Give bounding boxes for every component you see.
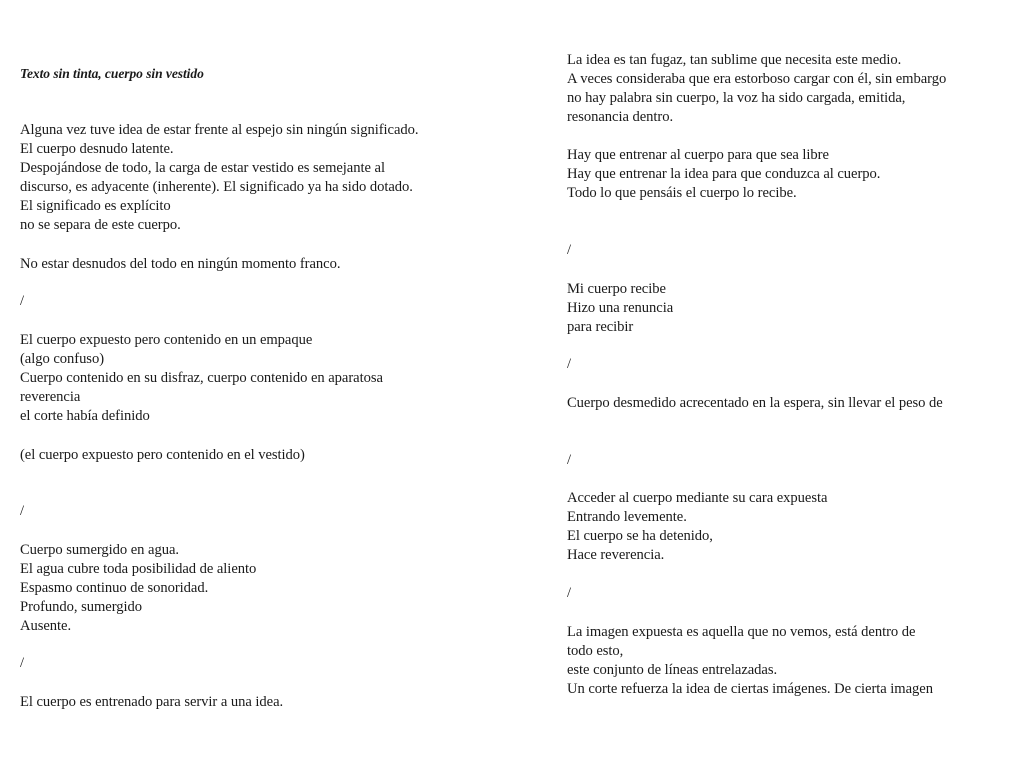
text-line: No estar desnudos del todo en ningún momento franco. (20, 256, 341, 272)
text-line: todo esto, (567, 643, 624, 659)
text-line: (el cuerpo expuesto pero contenido en el vestido) (20, 447, 305, 463)
section-divider: / (20, 503, 25, 519)
text-line: Hay que entrenar la idea para que conduzca al cuerpo. (567, 166, 881, 182)
text-line: este conjunto de líneas entrelazadas. (567, 662, 778, 678)
text-line: Cuerpo contenido en su disfraz, cuerpo contenido en aparatosa (20, 370, 383, 386)
text-line: A veces consideraba que era estorboso cargar con él, sin embargo (567, 71, 947, 87)
text-line: Un corte refuerza la idea de ciertas imágenes. De cierta imagen (567, 681, 933, 697)
text-line: Alguna vez tuve idea de estar frente al espejo sin ningún significado. (20, 122, 419, 138)
left-text-column (20, 0, 490, 762)
text-line: Todo lo que pensáis el cuerpo lo recibe. (567, 185, 797, 201)
text-line: (algo confuso) (20, 351, 104, 367)
section-divider: / (567, 585, 572, 601)
section-divider: / (20, 655, 25, 671)
section-divider: / (567, 356, 572, 372)
text-line: El agua cubre toda posibilidad de aliento (20, 561, 257, 577)
text-line: Cuerpo sumergido en agua. (20, 542, 179, 558)
text-line: El significado es explícito (20, 198, 171, 214)
text-line: Cuerpo desmedido acrecentado en la espera, sin llevar el peso de (567, 395, 943, 411)
text-line: El cuerpo se ha detenido, (567, 528, 713, 544)
text-line: discurso, es adyacente (inherente). El significado ya ha sido dotado. (20, 179, 413, 195)
text-line: Hace reverencia. (567, 547, 665, 563)
text-line: El cuerpo es entrenado para servir a una idea. (20, 694, 284, 710)
text-line: Ausente. (20, 618, 72, 634)
text-line: El cuerpo expuesto pero contenido en un empaque (20, 332, 313, 348)
text-line: Entrando levemente. (567, 509, 687, 525)
text-line: el corte había definido (20, 408, 150, 424)
text-line: reverencia (20, 389, 81, 405)
text-line: no hay palabra sin cuerpo, la voz ha sido cargada, emitida, (567, 90, 906, 106)
text-line: Hizo una renuncia (567, 300, 674, 316)
text-line: para recibir (567, 319, 634, 335)
text-line: Profundo, sumergido (20, 599, 143, 615)
text-line: El cuerpo desnudo latente. (20, 141, 174, 157)
right-text-column (567, 0, 1007, 762)
section-divider: / (20, 293, 25, 309)
text-line: La idea es tan fugaz, tan sublime que necesita este medio. (567, 52, 902, 68)
section-divider: / (567, 242, 572, 258)
text-line: Hay que entrenar al cuerpo para que sea libre (567, 147, 829, 163)
text-line: no se separa de este cuerpo. (20, 217, 181, 233)
text-line: Espasmo continuo de sonoridad. (20, 580, 209, 596)
section-divider: / (567, 452, 572, 468)
text-line: resonancia dentro. (567, 109, 674, 125)
text-line: Acceder al cuerpo mediante su cara expuesta (567, 490, 828, 506)
poem-title: Texto sin tinta, cuerpo sin vestido (20, 66, 204, 81)
text-line: Mi cuerpo recibe (567, 281, 666, 297)
text-line: La imagen expuesta es aquella que no vemos, está dentro de (567, 624, 916, 640)
text-line: Despojándose de todo, la carga de estar vestido es semejante al (20, 160, 385, 176)
